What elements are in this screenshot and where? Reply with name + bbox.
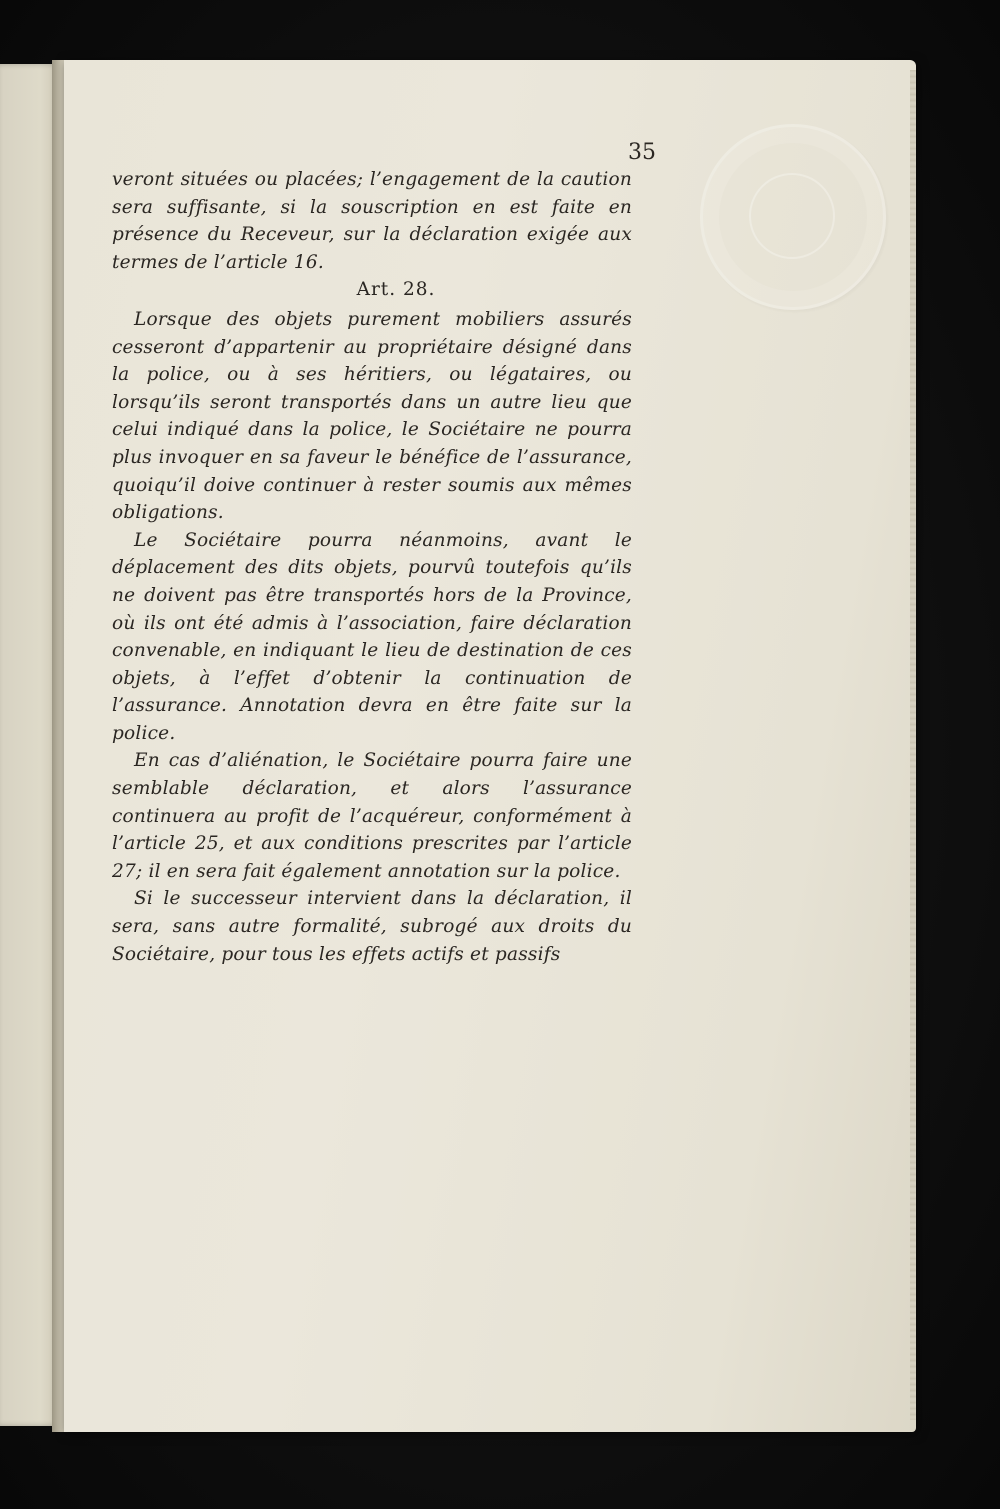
embossed-seal-center (749, 173, 835, 259)
paragraph-continued: veront situées ou placées; l’engagement de la caution sera suffisante, si la souscription en est faite en présence du Receveur, sur la déclaration exigée aux termes de l’article 16. (112, 169, 632, 273)
article-paragraph-2: Le Sociétaire pourra néanmoins, avant le déplacement des dits objets, pourvû toutefois qu’ils ne doivent pas être transportés hors de la Province, où ils ont été admis à l’association, faire déclaration convenable, en indiquant le lieu de destination de ces objets, à l’effet d’obtenir la continuation de l’assurance. Annotation devra en être faite sur la police. (112, 529, 632, 744)
article-heading: Art. 28. (356, 279, 436, 301)
article-paragraph-4: Si le successeur intervient dans la déclaration, il sera, sans autre formalité, subrogé aux droits du Sociétaire, pour tous les effets actifs et passifs (112, 888, 632, 965)
page-number: 35 (628, 140, 656, 165)
previous-page-edge (0, 64, 58, 1426)
article-paragraph-3: En cas d’aliénation, le Sociétaire pourra faire une semblable déclaration, et alors l’assurance continuera au profit de l’acquéreur, conformément à l’article 25, et aux conditions prescrites par l’article 27; il en sera fait également annotation sur la police. (112, 750, 632, 882)
body-text (112, 166, 632, 968)
embossed-seal (700, 124, 886, 310)
article-paragraph-1: Lorsque des objets purement mobiliers assurés cesseront d’appartenir au propriétaire désigné dans la police, ou à ses héritiers, ou légataires, ou lorsqu’ils seront transportés dans un autre lieu que celui indiqué dans la police, le Sociétaire ne pourra plus invoquer en sa faveur le bénéfice de l’assurance, quoiqu’il doive continuer à rester soumis aux mêmes obligations. (112, 308, 632, 524)
page-fore-edge (910, 70, 916, 1420)
